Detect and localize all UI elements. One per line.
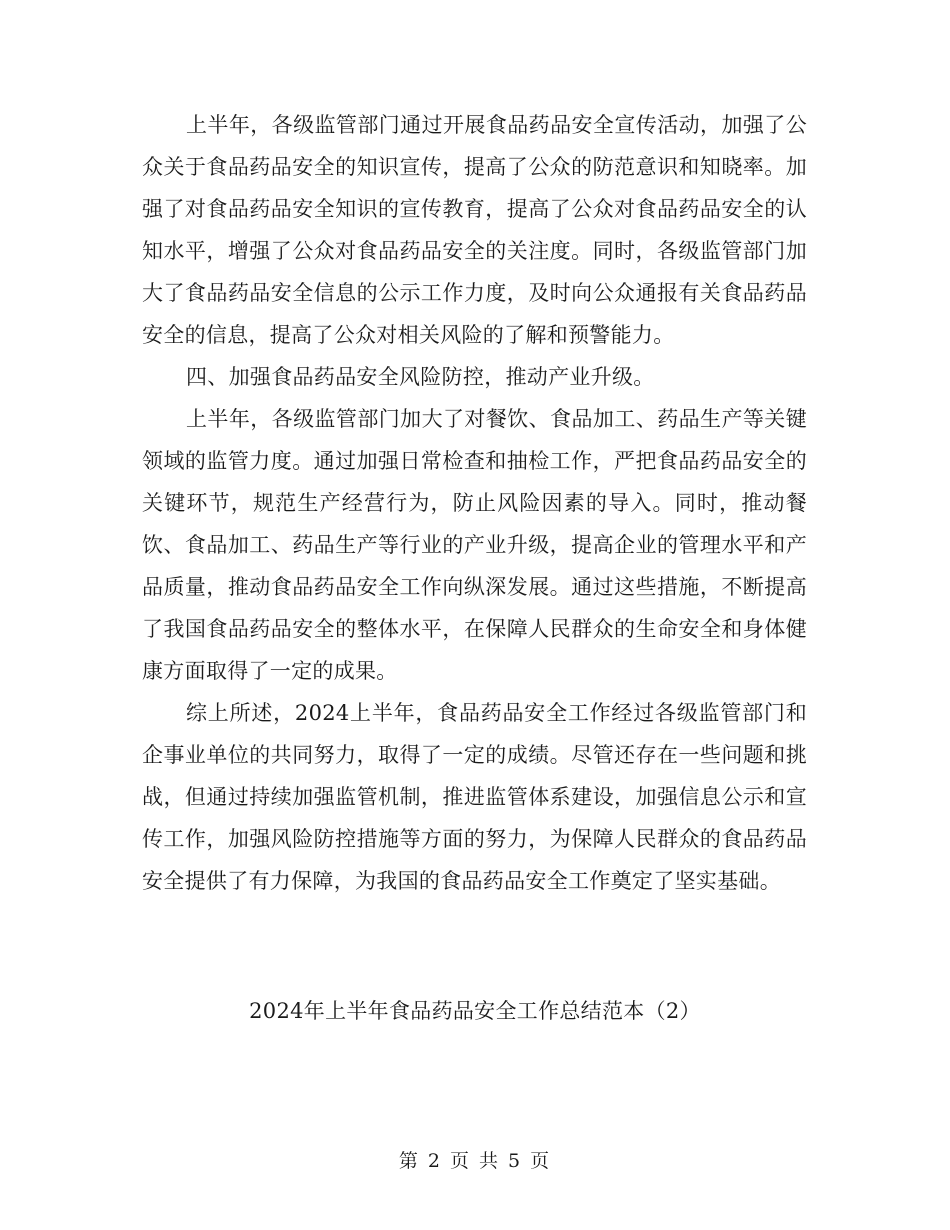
page-footer — [0, 1148, 950, 1174]
next-document-title: 2024年上半年食品药品安全工作总结范本（2） — [249, 999, 701, 1023]
paragraph-publicity: 上半年，各级监管部门通过开展食品药品安全宣传活动，加强了公众关于食品药品安全的知识宣传，提高了公众的防范意识和知晓率。加强了对食品药品安全知识的宣传教育，提高了公众对食品药品安全的认知水平，增强了公众对食品药品安全的关注度。同时，各级监管部门加大了食品药品安全信息的公示工作力度，及时向公众通报有关食品药品安全的信息，提高了公众对相关风险的了解和预警能力。 — [142, 113, 807, 347]
paragraph-supervision: 上半年，各级监管部门加大了对餐饮、食品加工、药品生产等关键领域的监管力度。通过加强日常检查和抽检工作，严把食品药品安全的关键环节，规范生产经营行为，防止风险因素的导入。同时，推动餐饮、食品加工、药品生产等行业的产业升级，提高企业的管理水平和产品质量，推动食品药品安全工作向纵深发展。通过这些措施，不断提高了我国食品药品安全的整体水平，在保障人民群众的生命安全和身体健康方面取得了一定的成果。 — [142, 407, 807, 683]
document-body — [142, 104, 807, 902]
page-number-label: 第 2 页 共 5 页 — [398, 1150, 552, 1172]
section-heading-risk-control: 四、加强食品药品安全风险防控，推动产业升级。 — [186, 365, 655, 389]
paragraph-conclusion: 综上所述，2024上半年，食品药品安全工作经过各级监管部门和企事业单位的共同努力，取得了一定的成绩。尽管还存在一些问题和挑战，但通过持续加强监管机制，推进监管体系建设，加强信息公示和宣传工作，加强风险防控措施等方面的努力，为保障人民群众的食品药品安全提供了有力保障，为我国的食品药品安全工作奠定了坚实基础。 — [142, 701, 807, 893]
